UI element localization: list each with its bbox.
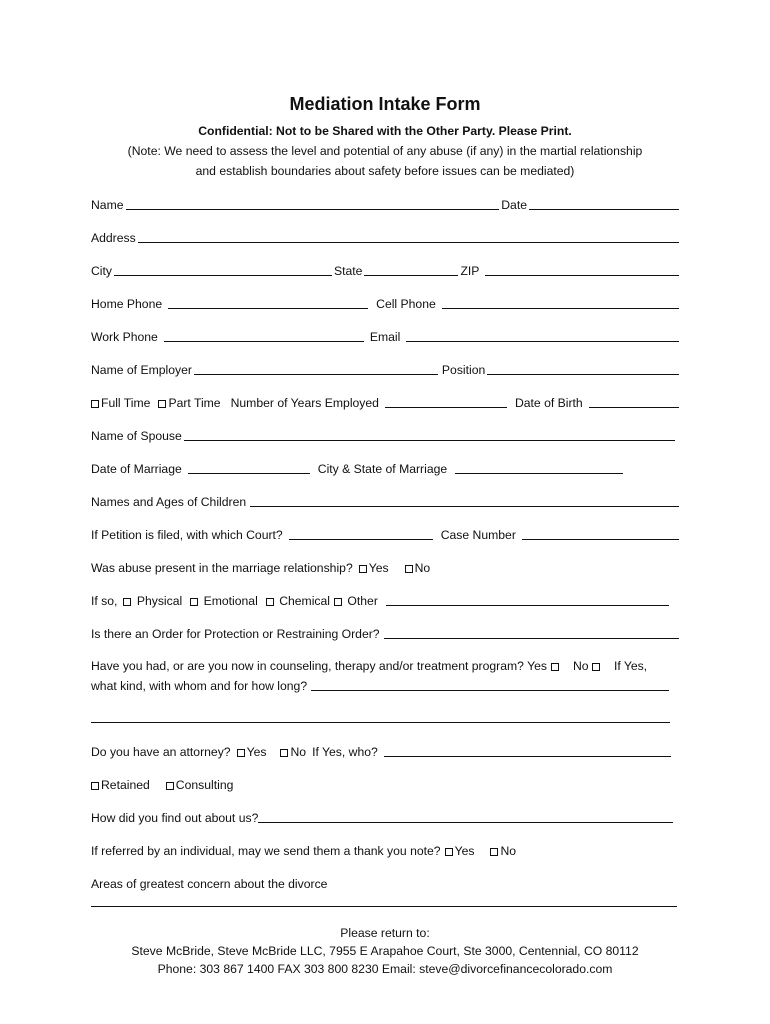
- state-label: State: [334, 264, 363, 278]
- name-field[interactable]: [126, 209, 500, 210]
- consulting-checkbox[interactable]: [166, 782, 174, 790]
- abuse-no-label: No: [414, 561, 431, 575]
- employer-field[interactable]: [194, 374, 438, 375]
- find-out-field[interactable]: [258, 822, 673, 823]
- referred-yes-checkbox[interactable]: [445, 848, 453, 856]
- abuse-no-checkbox[interactable]: [405, 565, 413, 573]
- case-number-field[interactable]: [522, 539, 679, 540]
- physical-option[interactable]: [123, 594, 182, 609]
- what-kind-label: what kind, with whom and for how long?: [91, 679, 308, 693]
- note-line-1: (Note: We need to assess the level and potential of any abuse (if any) in the martial relationship: [127, 144, 643, 158]
- counseling-no-label: No: [572, 659, 589, 673]
- city-field[interactable]: [114, 275, 332, 276]
- row-petition: [91, 525, 681, 543]
- counseling-label: Have you had, or are you now in counseling, therapy and/or treatment program? Yes: [91, 659, 547, 673]
- if-so-label: If so,: [91, 594, 118, 608]
- footer-contact: Phone: 303 867 1400 FAX 303 800 8230 Email: steve@divorcefinancecolorado.com: [157, 962, 613, 976]
- counseling-no-option[interactable]: [573, 659, 602, 674]
- row-counseling: [91, 656, 681, 674]
- home-phone-label: Home Phone: [91, 297, 163, 311]
- position-field[interactable]: [487, 374, 679, 375]
- city-state-marriage-field[interactable]: [455, 473, 623, 474]
- row-abuse: [91, 558, 681, 576]
- part-time-option[interactable]: [158, 396, 220, 411]
- referred-no-option[interactable]: [490, 844, 516, 859]
- footer-return: Please return to:: [340, 926, 430, 940]
- other-label: Other: [347, 594, 378, 608]
- row-city-state-zip: [91, 261, 681, 279]
- row-concern: [91, 874, 681, 892]
- consulting-label: Consulting: [175, 778, 234, 792]
- abuse-yes-option[interactable]: [359, 561, 389, 576]
- note-line-2: and establish boundaries about safety before issues can be mediated): [195, 164, 575, 178]
- dob-field[interactable]: [589, 407, 679, 408]
- row-employer: [91, 360, 681, 378]
- form-title: Mediation Intake Form: [289, 94, 481, 114]
- row-marriage: [91, 459, 681, 477]
- row-attorney: [91, 742, 673, 760]
- full-time-checkbox[interactable]: [91, 400, 99, 408]
- petition-court-field[interactable]: [289, 539, 433, 540]
- attorney-no-checkbox[interactable]: [280, 749, 288, 757]
- chemical-option[interactable]: [266, 594, 330, 609]
- emotional-label: Emotional: [203, 594, 258, 608]
- date-label: Date: [501, 198, 527, 212]
- row-referred: [91, 841, 681, 859]
- retained-checkbox[interactable]: [91, 782, 99, 790]
- row-name-date: [91, 195, 681, 213]
- row-children: [91, 492, 681, 510]
- zip-field[interactable]: [485, 275, 679, 276]
- abuse-question-label: Was abuse present in the marriage relationship?: [91, 561, 353, 575]
- work-phone-label: Work Phone: [91, 330, 158, 344]
- physical-checkbox[interactable]: [123, 598, 131, 606]
- row-order-protection: [91, 624, 681, 642]
- row-counseling-detail: [91, 676, 671, 694]
- if-yes-who-label: If Yes, who?: [312, 745, 378, 759]
- referred-label: If referred by an individual, may we send them a thank you note?: [91, 844, 441, 858]
- zip-label: ZIP: [460, 264, 480, 278]
- referred-no-label: No: [500, 844, 517, 858]
- email-field[interactable]: [406, 341, 679, 342]
- row-employment: [91, 393, 681, 411]
- referred-no-checkbox[interactable]: [490, 848, 498, 856]
- city-label: City: [91, 264, 112, 278]
- physical-label: Physical: [136, 594, 183, 608]
- attorney-yes-checkbox[interactable]: [237, 749, 245, 757]
- part-time-checkbox[interactable]: [158, 400, 166, 408]
- chemical-label: Chemical: [279, 594, 330, 608]
- consulting-option[interactable]: [166, 778, 234, 793]
- row-phones: [91, 294, 681, 312]
- children-label: Names and Ages of Children: [91, 495, 247, 509]
- other-option[interactable]: [334, 594, 378, 609]
- attorney-yes-option[interactable]: [237, 745, 267, 760]
- if-yes-label: If Yes,: [613, 659, 648, 673]
- years-employed-label: Number of Years Employed: [230, 396, 379, 410]
- address-label: Address: [91, 231, 136, 245]
- attorney-yes-label: Yes: [246, 745, 267, 759]
- spouse-field[interactable]: [184, 440, 675, 441]
- concern-label: Areas of greatest concern about the divorce: [91, 877, 328, 891]
- date-of-marriage-label: Date of Marriage: [91, 462, 182, 476]
- referred-yes-label: Yes: [454, 844, 475, 858]
- find-out-label: How did you find out about us?: [91, 811, 259, 825]
- other-checkbox[interactable]: [334, 598, 342, 606]
- counseling-yes-checkbox-wrap[interactable]: [551, 659, 561, 674]
- date-of-marriage-field[interactable]: [188, 473, 310, 474]
- home-phone-field[interactable]: [168, 308, 368, 309]
- counseling-yes-checkbox[interactable]: [551, 663, 559, 671]
- order-protection-field[interactable]: [384, 638, 679, 639]
- emotional-option[interactable]: [190, 594, 258, 609]
- cell-phone-label: Cell Phone: [376, 297, 436, 311]
- case-number-label: Case Number: [440, 528, 516, 542]
- attorney-no-option[interactable]: [280, 745, 306, 760]
- other-abuse-field[interactable]: [386, 605, 669, 606]
- cell-phone-field[interactable]: [442, 308, 679, 309]
- children-field[interactable]: [250, 506, 679, 507]
- spouse-label: Name of Spouse: [91, 429, 182, 443]
- row-address: [91, 228, 681, 246]
- part-time-label: Part Time: [168, 396, 221, 410]
- retained-option[interactable]: [91, 778, 150, 793]
- confidential-notice: Confidential: Not to be Shared with the Other Party. Please Print.: [198, 124, 572, 138]
- petition-label: If Petition is filed, with which Court?: [91, 528, 283, 542]
- address-field[interactable]: [138, 242, 679, 243]
- attorney-no-label: No: [290, 745, 307, 759]
- row-spouse: [91, 426, 681, 444]
- position-label: Position: [441, 363, 486, 377]
- city-state-marriage-label: City & State of Marriage: [317, 462, 448, 476]
- attorney-name-field[interactable]: [384, 756, 671, 757]
- chemical-checkbox[interactable]: [266, 598, 274, 606]
- attorney-label: Do you have an attorney?: [91, 745, 231, 759]
- footer-address: Steve McBride, Steve McBride LLC, 7955 E Arapahoe Court, Ste 3000, Centennial, CO 80112: [131, 944, 639, 958]
- row-abuse-types: [91, 591, 671, 609]
- row-work-email: [91, 327, 681, 345]
- abuse-no-option[interactable]: [405, 561, 431, 576]
- full-time-label: Full Time: [101, 396, 151, 410]
- row-retained: [91, 775, 681, 793]
- state-field[interactable]: [364, 275, 458, 276]
- counseling-extra-line[interactable]: [91, 722, 670, 723]
- name-label: Name: [91, 198, 124, 212]
- concern-field[interactable]: [91, 906, 677, 907]
- employer-label: Name of Employer: [91, 363, 192, 377]
- order-protection-label: Is there an Order for Protection or Restraining Order?: [91, 627, 380, 641]
- counseling-no-checkbox[interactable]: [592, 663, 600, 671]
- abuse-yes-label: Yes: [368, 561, 389, 575]
- counseling-detail-field[interactable]: [311, 690, 669, 691]
- emotional-checkbox[interactable]: [190, 598, 198, 606]
- row-find-out: [91, 808, 675, 826]
- date-field[interactable]: [529, 209, 679, 210]
- referred-yes-option[interactable]: [445, 844, 475, 859]
- work-phone-field[interactable]: [164, 341, 364, 342]
- dob-label: Date of Birth: [514, 396, 583, 410]
- full-time-option[interactable]: [91, 396, 150, 411]
- retained-label: Retained: [101, 778, 150, 792]
- years-employed-field[interactable]: [385, 407, 507, 408]
- email-label: Email: [369, 330, 401, 344]
- abuse-yes-checkbox[interactable]: [359, 565, 367, 573]
